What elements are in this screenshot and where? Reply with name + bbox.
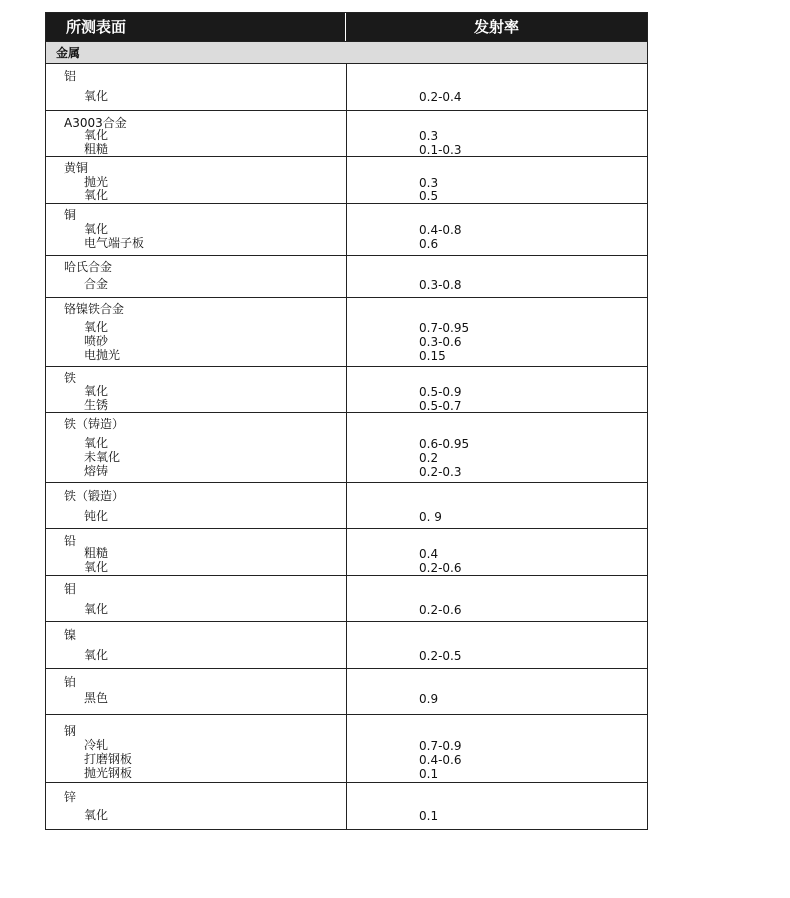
material-name: 钼: [64, 582, 77, 596]
table-row: [46, 714, 647, 782]
emissivity-value: 0.2: [419, 451, 439, 465]
surface-condition: 氧化: [84, 89, 109, 103]
emissivity-value: 0.7-0.9: [419, 739, 462, 753]
emissivity-cell: [347, 157, 647, 203]
emissivity-cell: [347, 367, 647, 412]
surface-cell: [46, 529, 347, 575]
surface-condition: 合金: [84, 277, 109, 291]
emissivity-value: 0.6: [419, 237, 439, 251]
header-surface: 所测表面: [46, 13, 346, 41]
emissivity-value: 0.7-0.95: [419, 321, 470, 335]
table-row: [46, 366, 647, 412]
table-row: [46, 110, 647, 156]
surface-cell: [46, 715, 347, 782]
emissivity-value: 0.2-0.4: [419, 90, 462, 104]
emissivity-cell: [347, 576, 647, 621]
surface-condition: 喷砂: [84, 334, 109, 348]
emissivity-cell: [347, 204, 647, 255]
emissivity-value: 0.3-0.6: [419, 335, 462, 349]
surface-condition: 电气端子板: [84, 236, 145, 250]
surface-condition: 粗糙: [84, 546, 109, 560]
emissivity-cell: [347, 483, 647, 528]
material-name: 镍: [64, 628, 77, 642]
section-label: 金属: [46, 41, 647, 63]
surface-condition: 冷轧: [84, 738, 109, 752]
table-row: [46, 156, 647, 203]
emissivity-value: 0.2-0.3: [419, 465, 462, 479]
surface-condition: 打磨钢板: [84, 752, 133, 766]
emissivity-cell: [347, 413, 647, 482]
emissivity-cell: [347, 529, 647, 575]
table-row: [46, 412, 647, 482]
emissivity-value: 0. 9: [419, 510, 442, 524]
surface-condition: 氧化: [84, 222, 109, 236]
surface-condition: 氧化: [84, 560, 109, 574]
emissivity-table: [45, 12, 648, 830]
emissivity-cell: [347, 256, 647, 297]
surface-condition: 氧化: [84, 436, 109, 450]
surface-condition: 钝化: [84, 509, 109, 523]
surface-condition: 氧化: [84, 188, 109, 202]
emissivity-value: 0.1: [419, 809, 439, 823]
emissivity-value: 0.4-0.6: [419, 753, 462, 767]
emissivity-value: 0.1-0.3: [419, 143, 462, 157]
emissivity-value: 0.9: [419, 692, 439, 706]
table-row: [46, 782, 647, 829]
material-name: A3003合金: [64, 116, 127, 130]
table-row: [46, 482, 647, 528]
surface-cell: [46, 576, 347, 621]
surface-cell: [46, 157, 347, 203]
emissivity-value: 0.5: [419, 189, 439, 203]
emissivity-value: 0.15: [419, 349, 446, 363]
surface-cell: [46, 367, 347, 412]
table-row: [46, 528, 647, 575]
emissivity-value: 0.3: [419, 129, 439, 143]
table-body: [46, 63, 647, 829]
table-row: [46, 668, 647, 714]
header-emissivity: 发射率: [473, 18, 519, 36]
surface-condition: 氧化: [84, 808, 109, 822]
surface-cell: [46, 256, 347, 297]
emissivity-value: 0.3: [419, 176, 439, 190]
material-name: 铅: [64, 534, 77, 548]
emissivity-cell: [347, 715, 647, 782]
surface-cell: [46, 622, 347, 668]
material-name: 哈氏合金: [64, 260, 113, 274]
surface-condition: 氧化: [84, 128, 109, 142]
material-name: 铁: [64, 371, 77, 385]
emissivity-value: 0.2-0.6: [419, 603, 462, 617]
surface-cell: [46, 64, 347, 110]
surface-condition: 生锈: [84, 398, 109, 412]
surface-condition: 未氧化: [84, 450, 121, 464]
surface-cell: [46, 111, 347, 156]
surface-condition: 氧化: [84, 384, 109, 398]
surface-cell: [46, 483, 347, 528]
surface-condition: 粗糙: [84, 142, 109, 156]
emissivity-cell: [347, 64, 647, 110]
emissivity-value: 0.3-0.8: [419, 278, 462, 292]
table-row: [46, 63, 647, 110]
table-row: [46, 203, 647, 255]
material-name: 铜: [64, 208, 77, 222]
surface-cell: [46, 413, 347, 482]
surface-condition: 黑色: [84, 691, 109, 705]
surface-cell: [46, 669, 347, 714]
surface-condition: 抛光钢板: [84, 766, 133, 780]
emissivity-value: 0.5-0.7: [419, 399, 462, 413]
emissivity-cell: [347, 111, 647, 156]
table-row: [46, 621, 647, 668]
emissivity-value: 0.4-0.8: [419, 223, 462, 237]
emissivity-value: 0.2-0.5: [419, 649, 462, 663]
material-name: 锌: [64, 790, 77, 804]
table-row: [46, 297, 647, 366]
surface-condition: 抛光: [84, 175, 109, 189]
table-row: [46, 255, 647, 297]
emissivity-value: 0.6-0.95: [419, 437, 470, 451]
emissivity-value: 0.5-0.9: [419, 385, 462, 399]
surface-condition: 熔铸: [84, 464, 109, 478]
material-name: 铁（铸造）: [64, 417, 125, 431]
material-name: 铝: [64, 69, 77, 83]
material-name: 黄铜: [64, 161, 89, 175]
surface-condition: 氧化: [84, 320, 109, 334]
material-name: 铂: [64, 675, 77, 689]
surface-cell: [46, 783, 347, 829]
surface-condition: 氧化: [84, 648, 109, 662]
emissivity-cell: [347, 669, 647, 714]
emissivity-cell: [347, 783, 647, 829]
table-row: [46, 575, 647, 621]
emissivity-cell: [347, 622, 647, 668]
surface-condition: 氧化: [84, 602, 109, 616]
surface-condition: 电抛光: [84, 348, 121, 362]
emissivity-cell: [347, 298, 647, 366]
material-name: 铬镍铁合金: [64, 302, 125, 316]
emissivity-value: 0.2-0.6: [419, 561, 462, 575]
emissivity-value: 0.1: [419, 767, 439, 781]
surface-cell: [46, 298, 347, 366]
material-name: 铁（锻造）: [64, 489, 125, 503]
table-header: [46, 13, 647, 41]
emissivity-value: 0.4: [419, 547, 439, 561]
surface-cell: [46, 204, 347, 255]
material-name: 钢: [64, 724, 77, 738]
